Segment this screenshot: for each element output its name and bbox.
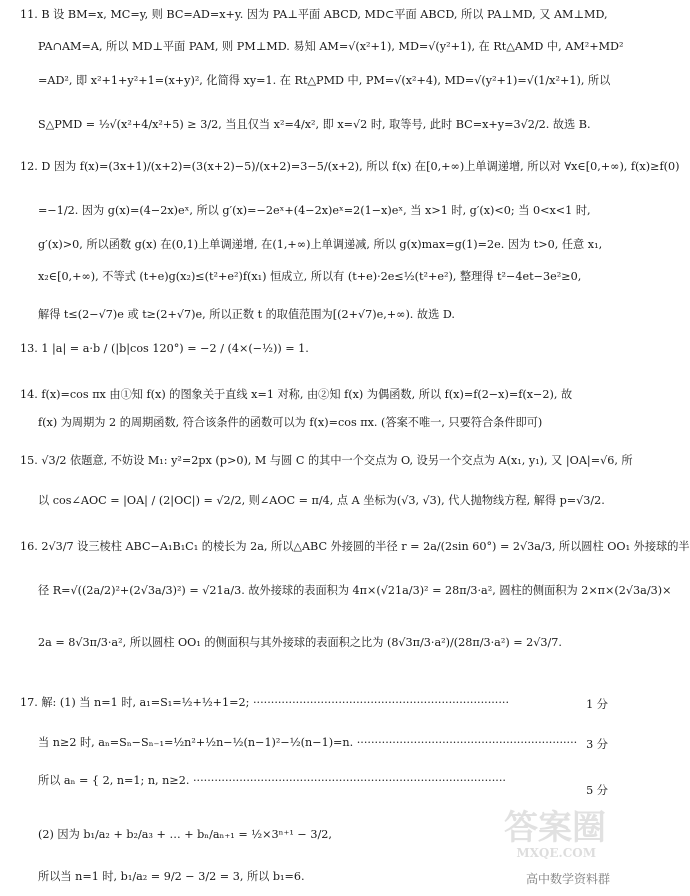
watermark-url: MXQE.COM <box>516 846 596 860</box>
score-points: 3 分 <box>586 738 608 751</box>
score-points: 1 分 <box>586 698 608 711</box>
solution-line: 12. D 因为 f(x)=(3x+1)/(x+2)=(3(x+2)−5)/(x+2)=3−5/(x+2), 所以 f(x) 在[0,+∞)上单调递增, 所以对 ∀x∈[0,+∞), f(x)≥f(0) <box>20 160 680 173</box>
solution-line: =AD², 即 x²+1+y²+1=(x+y)², 化简得 xy=1. 在 Rt△PMD 中, PM=√(x²+4), MD=√(y²+1)=√(1/x²+1), 所以 <box>38 74 611 87</box>
solution-line: (2) 因为 b₁/a₂ + b₂/a₃ + … + bₙ/aₙ₊₁ = ½×3ⁿ⁺¹ − 3/2, <box>38 828 332 841</box>
solution-line: 2a = 8√3π/3·a², 所以圆柱 OO₁ 的侧面积与其外接球的表面积之比为 (8√3π/3·a²)/(28π/3·a²) = 2√3/7. <box>38 636 562 649</box>
solution-line: f(x) 为周期为 2 的周期函数, 符合该条件的函数可以为 f(x)=cos πx. (答案不唯一, 只要符合条件即可) <box>38 416 543 429</box>
solution-line: x₂∈[0,+∞), 不等式 (t+e)g(x₂)≤(t²+e²)f(x₁) 恒成立, 所以有 (t+e)·2e≤½(t²+e²), 整理得 t²−4et−3e²≥0, <box>38 270 582 283</box>
solution-line: S△PMD = ½√(x²+4/x²+5) ≥ 3/2, 当且仅当 x²=4/x², 即 x=√2 时, 取等号, 此时 BC=x+y=3√2/2. 故选 B. <box>38 118 591 131</box>
solution-line: 16. 2√3/7 设三棱柱 ABC−A₁B₁C₁ 的棱长为 2a, 所以△ABC 外接圆的半径 r = 2a/(2sin 60°) = 2√3a/3, 所以圆柱 OO₁ 外接球的半 <box>20 540 690 553</box>
solution-line: =−1/2. 因为 g(x)=(4−2x)eˣ, 所以 g′(x)=−2eˣ+(4−2x)eˣ=2(1−x)eˣ, 当 x>1 时, g′(x)<0; 当 0<x<1 时, <box>38 204 591 217</box>
score-points: 5 分 <box>586 784 608 797</box>
solution-line: 所以 aₙ = { 2, n=1; n, n≥2. ························································································ <box>38 774 506 787</box>
solution-line: 11. B 设 BM=x, MC=y, 则 BC=AD=x+y. 因为 PA⊥平面 ABCD, MD⊂平面 ABCD, 所以 PA⊥MD, 又 AM⊥MD, <box>20 8 608 21</box>
wechat-watermark: 高中数学资料群 <box>525 872 610 886</box>
solution-line: 13. 1 |a| = a·b / (|b|cos 120°) = −2 / (4×(−½)) = 1. <box>20 342 309 355</box>
solution-line: 17. 解: (1) 当 n=1 时, a₁=S₁=½+½+1=2; ········································································ <box>20 696 510 709</box>
solution-line: 解得 t≤(2−√7)e 或 t≥(2+√7)e, 所以正数 t 的取值范围为[(2+√7)e,+∞). 故选 D. <box>38 308 455 321</box>
solution-line: 径 R=√((2a/2)²+(2√3a/3)²) = √21a/3. 故外接球的表面积为 4π×(√21a/3)² = 28π/3·a², 圆柱的侧面积为 2×π×(2√3a/3)× <box>38 584 672 597</box>
watermark-logo: 答案圈 <box>504 808 606 848</box>
solution-line: 以 cos∠AOC = |OA| / (2|OC|) = √2/2, 则∠AOC = π/4, 点 A 坐标为(√3, √3), 代人抛物线方程, 解得 p=√3/2. <box>38 494 605 507</box>
solution-line: 所以当 n=1 时, b₁/a₂ = 9/2 − 3/2 = 3, 所以 b₁=6. <box>38 870 305 883</box>
solution-line: g′(x)>0, 所以函数 g(x) 在(0,1)上单调递增, 在(1,+∞)上单调递减, 所以 g(x)max=g(1)=2e. 因为 t>0, 任意 x₁, <box>38 238 603 251</box>
solution-line: 当 n≥2 时, aₙ=Sₙ−Sₙ₋₁=½n²+½n−½(n−1)²−½(n−1)=n. ······························································ <box>38 736 578 749</box>
solution-line: PA∩AM=A, 所以 MD⊥平面 PAM, 则 PM⊥MD. 易知 AM=√(x²+1), MD=√(y²+1), 在 Rt△AMD 中, AM²+MD² <box>38 40 624 53</box>
solution-line: 14. f(x)=cos πx 由①知 f(x) 的图象关于直线 x=1 对称, 由②知 f(x) 为偶函数, 所以 f(x)=f(2−x)=f(x−2), 故 <box>20 388 573 401</box>
solution-line: 15. √3/2 依题意, 不妨设 M₁: y²=2px (p>0), M 与圆 C 的其中一个交点为 O, 设另一个交点为 A(x₁, y₁), 又 |OA|=√6, 所 <box>20 454 633 467</box>
